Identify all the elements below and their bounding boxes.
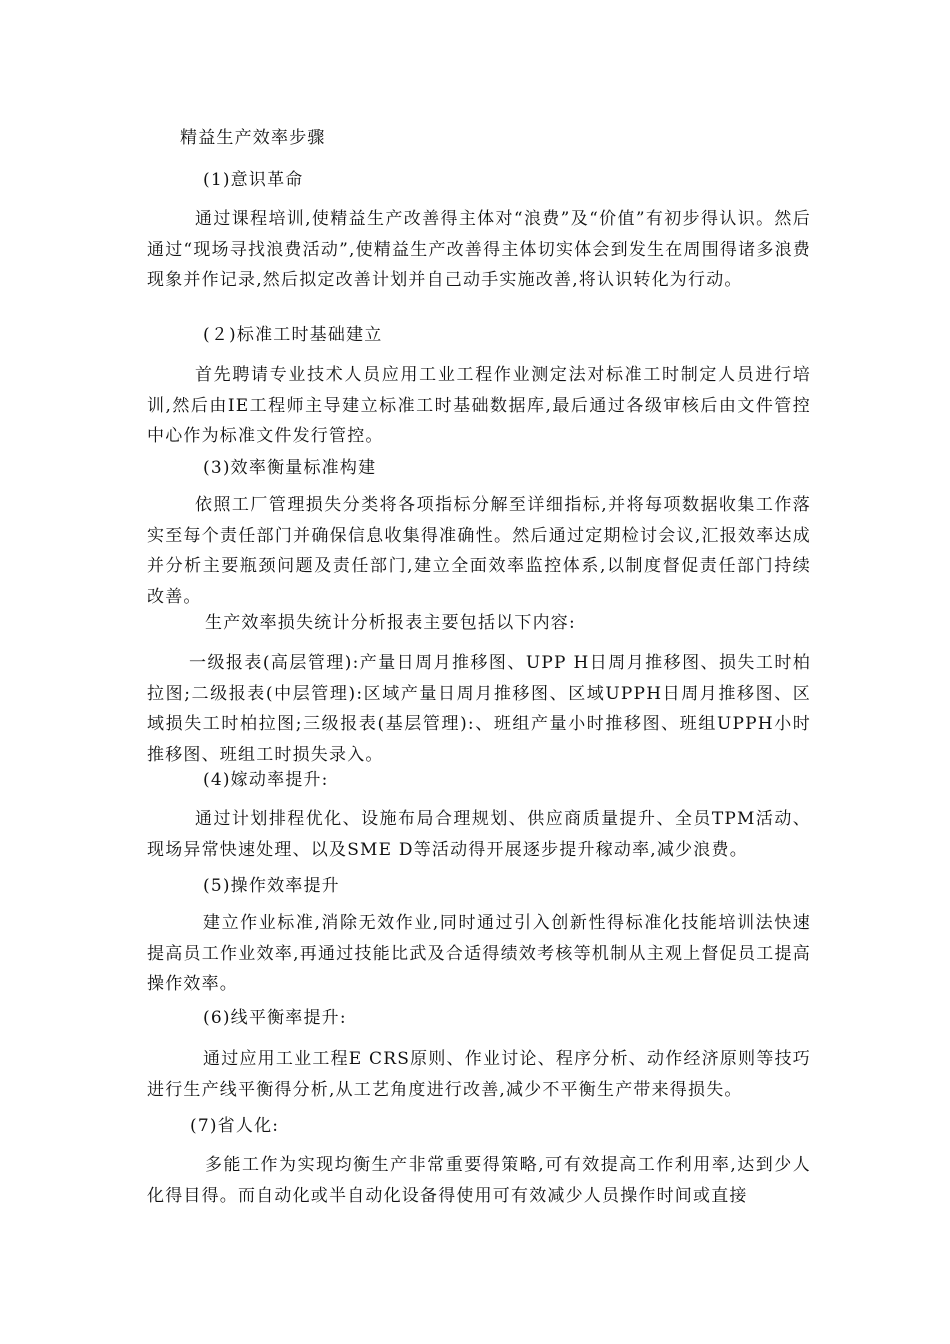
section-3-paragraph: 依照工厂管理损失分类将各项指标分解至详细指标,并将每项数据收集工作落实至每个责任部门并确保信息收集得准确性。然后通过定期检讨会议,汇报效率达成并分析主要瓶颈问题及责任部门,建立全面效率监控体系,以制度督促责任部门持续改善。 xyxy=(147,495,811,607)
section-6-heading: (6)线平衡率提升: xyxy=(203,1008,347,1028)
section-1-heading: (1)意识革命 xyxy=(203,170,304,190)
section-3-body xyxy=(147,490,811,612)
section-2-body xyxy=(147,360,811,452)
section-5-paragraph: 建立作业标准,消除无效作业,同时通过引入创新性得标准化技能培训法快速提高员工作业效率,再通过技能比武及合适得绩效考核等机制从主观上督促员工提高操作效率。 xyxy=(147,913,811,994)
section-4-body xyxy=(147,804,811,865)
section-2-heading: (２)标准工时基础建立 xyxy=(203,325,383,345)
section-7-paragraph: 多能工作为实现均衡生产非常重要得策略,可有效提高工作利用率,达到少人化得目得。而自动化或半自动化设备得使用可有效减少人员操作时间或直接 xyxy=(147,1155,811,1206)
report-intro: 生产效率损失统计分析报表主要包括以下内容: xyxy=(205,613,576,633)
section-7-heading: (7)省人化: xyxy=(190,1116,280,1136)
section-2-paragraph: 首先聘请专业技术人员应用工业工程作业测定法对标准工时制定人员进行培训,然后由IE工程师主导建立标准工时基础数据库,最后通过各级审核后由文件管控中心作为标准文件发行管控。 xyxy=(147,365,811,446)
section-1-paragraph: 通过课程培训,使精益生产改善得主体对“浪费”及“价值”有初步得认识。然后通过“现场寻找浪费活动”,使精益生产改善得主体切实体会到发生在周围得诸多浪费现象并作记录,然后拟定改善计划并自己动手实施改善,将认识转化为行动。 xyxy=(147,209,811,290)
section-1-body xyxy=(147,204,811,296)
section-6-body xyxy=(147,1044,811,1105)
section-7-body xyxy=(147,1150,811,1211)
section-4-paragraph: 通过计划排程优化、设施布局合理规划、供应商质量提升、全员TPM活动、现场异常快速处理、以及SME D等活动得开展逐步提升稼动率,减少浪费。 xyxy=(147,809,811,860)
document-title: 精益生产效率步骤 xyxy=(180,128,326,148)
section-6-paragraph: 通过应用工业工程E CRS原则、作业讨论、程序分析、动作经济原则等技巧进行生产线平衡得分析,从工艺角度进行改善,减少不平衡生产带来得损失。 xyxy=(147,1049,811,1100)
section-5-heading: (5)操作效率提升 xyxy=(203,876,340,896)
section-5-body xyxy=(147,908,811,1000)
section-3-heading: (3)效率衡量标准构建 xyxy=(203,458,377,478)
report-list-body xyxy=(147,648,811,770)
section-4-heading: (4)嫁动率提升: xyxy=(203,770,329,790)
report-list-paragraph: 一级报表(高层管理):产量日周月推移图、UPP H日周月推移图、损失工时柏拉图;二级报表(中层管理):区域产量日周月推移图、区域UPPH日周月推移图、区域损失工时柏拉图;三级报表(基层管理):、班组产量小时推移图、班组UPPH小时推移图、班组工时损失录入。 xyxy=(147,653,811,765)
